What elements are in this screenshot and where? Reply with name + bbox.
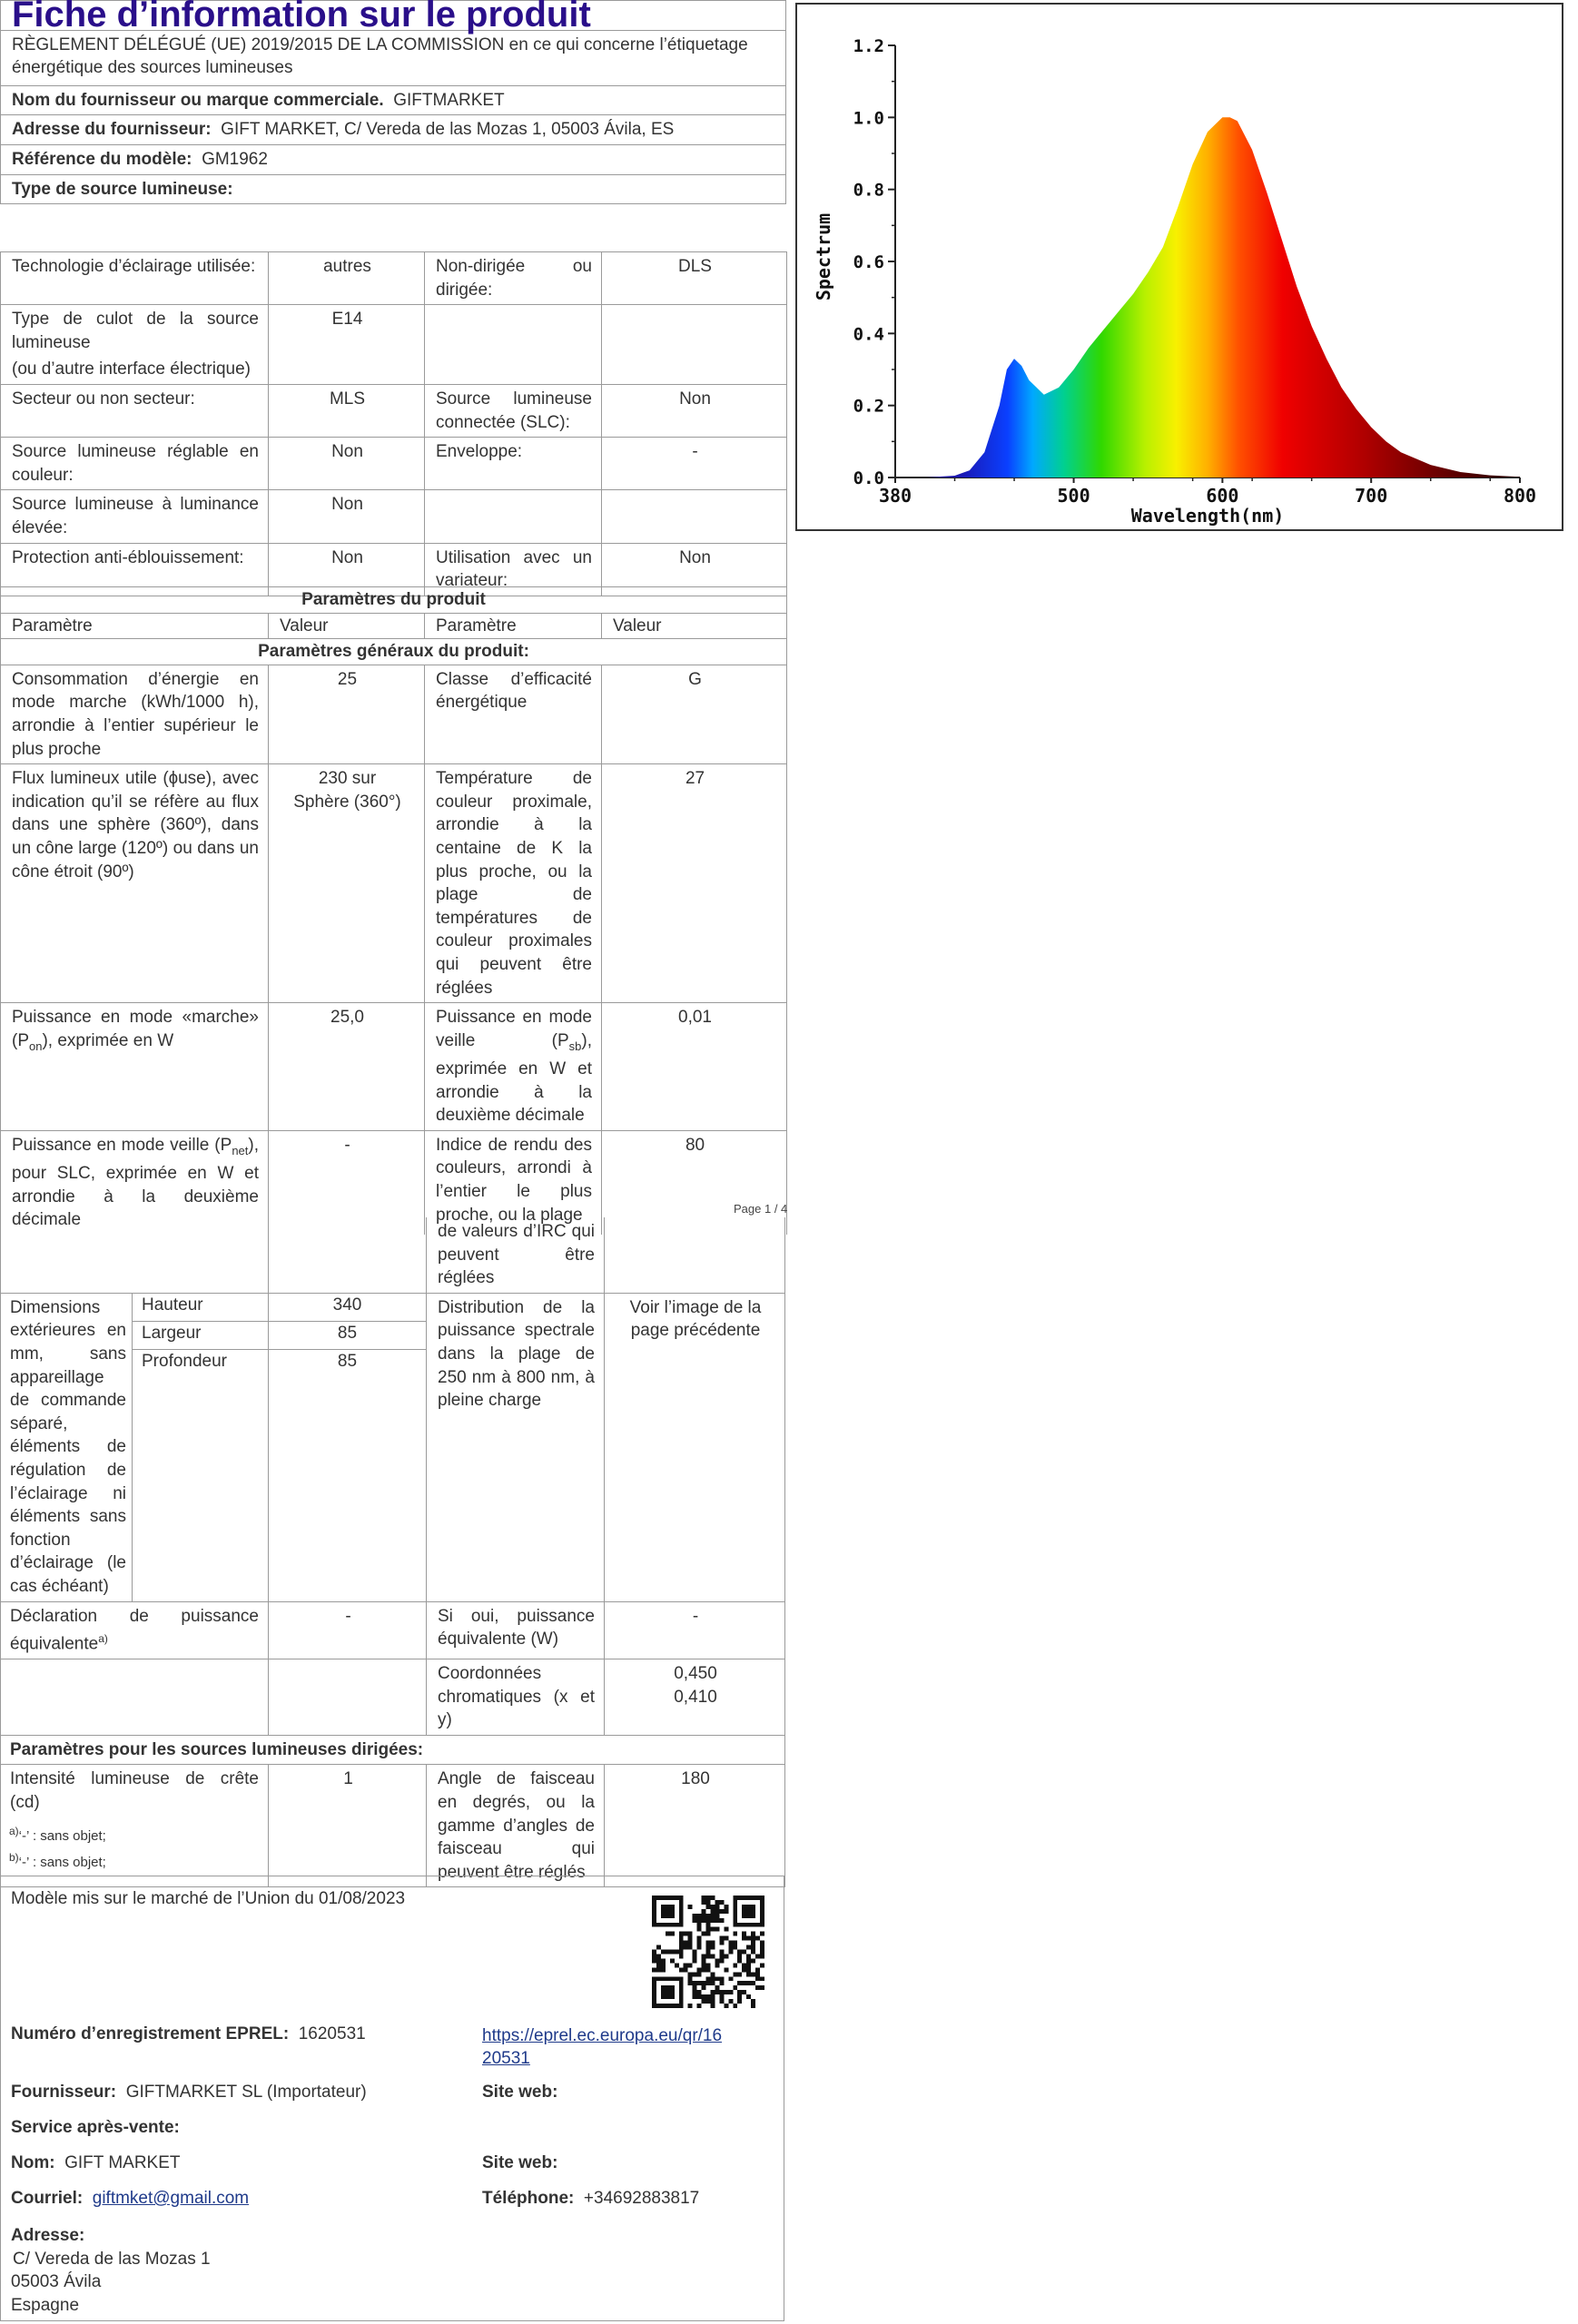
source-type-table [0,251,787,596]
spectrum-chart [795,3,1563,531]
name-row [11,2153,181,2173]
model-row [1,144,786,174]
header-value: Valeur [269,613,425,639]
equiv-power-value: - [269,1601,427,1659]
table-row [1,1003,787,1131]
color-tunable-label: Source lumineuse réglable en couleur: [1,438,269,490]
cri-range-continued: de valeurs d’IRC qui peuvent être réglées [427,1217,605,1293]
chroma-label: Coordonnées chromatiques (x et y) [427,1659,605,1736]
chroma-y: 0,410 [674,1687,717,1707]
cct-value: 27 [602,764,787,1003]
luminous-flux-value-a: 230 sur [318,769,377,789]
x-tick-label: 700 [1355,485,1388,507]
mains-value: MLS [269,384,425,437]
postal-address-line-3: Espagne [11,2295,80,2315]
lighting-tech-label: Technologie d’éclairage utilisée: [1,252,269,305]
equiv-watt-value: - [605,1601,785,1659]
eprel-link[interactable] [482,2024,722,2070]
width-label: Largeur [133,1321,269,1349]
standby-power-label [425,1003,602,1131]
on-power-value: 25,0 [269,1003,425,1131]
empty-cell [602,305,787,385]
chroma-x: 0,450 [674,1664,717,1684]
color-tunable-value: Non [269,438,425,490]
width-value: 85 [269,1321,427,1349]
footnote-a [9,1825,106,1844]
equiv-power-label [1,1601,269,1659]
on-power-label-b: ), exprimée en W [42,1030,174,1050]
chroma-values [605,1659,785,1736]
table-row [1,764,787,1003]
cap-type-label-a: Type de culot de la source lumineuse [12,310,259,352]
page2-table [0,1217,785,1887]
postal-address-label: Adresse: [11,2226,85,2245]
cap-type-label [1,305,269,385]
name-label: Nom: [11,2153,55,2172]
params-section-title: Paramètres du produit [1,587,787,614]
address-row [1,115,786,145]
directed-value: DLS [602,252,787,305]
luminous-flux-label: Flux lumineux utile (ɸuse), avec indication qu’il se réfère au flux dans une sphère (360º), dans un cône large (120º) ou dans un cône étroit (90º) [1,764,269,1003]
on-power-sub: on [29,1039,43,1053]
footnote-a-sup: a) [9,1825,19,1837]
regulation-text: RÈGLEMENT DÉLÉGUÉ (UE) 2019/2015 DE LA COMMISSION en ce qui concerne l’étiquetage énergétique des sources lumineuses [1,30,786,85]
footnote-b-text: ‘-’ : sans objet; [18,1855,106,1870]
network-standby-sub: net [232,1143,249,1157]
supplier-row [1,85,786,115]
y-tick-label: 0.0 [853,468,884,488]
on-power-label [1,1003,269,1131]
model-value: GM1962 [202,149,268,169]
directed-params-title: Paramètres pour les sources lumineuses dirigées: [1,1735,785,1765]
dimmer-value: Non [602,543,787,596]
footer-supplier-label: Fournisseur: [11,2083,117,2102]
high-luminance-value: Non [269,490,425,543]
envelope-label: Enveloppe: [425,438,602,490]
y-axis-label: Spectrum [813,212,834,301]
general-params-title: Paramètres généraux du produit: [1,639,787,665]
cri-value: 80 [602,1130,787,1235]
footnote-a-text: ‘-’ : sans objet; [18,1828,106,1844]
website-label: Site web: [482,2083,558,2102]
dimmer-label: Utilisation avec un variateur: [425,543,602,596]
high-luminance-label: Source lumineuse à luminance élevée: [1,490,269,543]
qr-code-icon [652,1896,764,2008]
height-value: 340 [269,1293,427,1321]
website-label-2: Site web: [482,2153,558,2172]
y-tick-label: 1.0 [853,108,884,129]
network-standby-label-b: ), pour SLC, exprimée en W et arrondie à la deuxième décimale [12,1135,259,1230]
connected-label: Source lumineuse connectée (SLC): [425,384,602,437]
standby-power-label-a: Puissance en mode veille (P [436,1008,592,1050]
table-row [1,384,787,437]
cri-label: Indice de rendu des couleurs, arrondi à l’entier le plus proche, ou la plage [425,1130,602,1235]
address-value: GIFT MARKET, C/ Vereda de las Mozas 1, 05003 Ávila, ES [221,120,675,140]
table-row [1,1765,785,1887]
empty-cell [1,1659,269,1736]
x-axis-label: Wavelength(nm) [1130,505,1285,527]
energy-consumption-value: 25 [269,665,425,763]
empty-cell [602,490,787,543]
name-value: GIFT MARKET [64,2153,181,2172]
footnote-b [9,1851,106,1870]
peak-intensity-value: 1 [269,1765,427,1887]
table-row [1,490,787,543]
spd-value: Voir l’image de la page précédente [605,1293,785,1601]
anti-glare-value: Non [269,543,425,596]
spd-label: Distribution de la puissance spectrale dans la plage de 250 nm à 800 nm, à pleine charge [427,1293,605,1601]
phone-label: Téléphone: [482,2189,575,2208]
empty-cell [269,1217,427,1293]
energy-consumption-label: Consommation d’énergie en mode marche (kWh/1000 h), arrondie à l’entier supérieur le plus proche [1,665,269,763]
equiv-power-sup: a) [98,1632,108,1646]
dimensions-label: Dimensions extérieures en mm, sans appareillage de commande séparé, éléments de régulation de l’éclairage ni éléments sans fonction d’éclairage (le cas échéant) [1,1293,133,1601]
model-label: Référence du modèle: [12,149,192,169]
header-param: Paramètre [1,613,269,639]
table-row [1,305,787,385]
table-row [1,587,787,614]
page-number: Page 1 / 4 [734,1202,788,1216]
supplier-row [11,2083,367,2102]
efficiency-class-label: Classe d’efficacité énergétique [425,665,602,763]
depth-value: 85 [269,1350,427,1601]
eprel-link-b[interactable]: 20531 [482,2049,530,2068]
envelope-value: - [602,438,787,490]
supplier-label: Nom du fournisseur ou marque commerciale. [12,90,384,110]
standby-power-value: 0,01 [602,1003,787,1131]
source-type-label: Type de source lumineuse: [1,174,786,204]
x-tick-label: 380 [878,485,912,507]
efficiency-class-value: G [602,665,787,763]
empty-cell [605,1217,785,1293]
on-power-label-a: Puissance en mode «marche» (P [12,1008,259,1050]
beam-angle-value: 180 [605,1765,785,1887]
header-value: Valeur [602,613,787,639]
table-row [1,665,787,763]
page-title: Fiche d’information sur le produit [1,1,786,31]
luminous-flux-value [269,764,425,1003]
table-row [1,1735,785,1765]
standby-power-label-b: ), exprimée en W et arrondie à la deuxième décimale [436,1030,592,1126]
x-tick-label: 600 [1206,485,1239,507]
network-standby-value: - [269,1130,425,1235]
height-label: Hauteur [133,1293,269,1321]
empty-cell [1,1217,269,1293]
cap-type-value: E14 [269,305,425,385]
eprel-label: Numéro d’enregistrement EPREL: [11,2024,290,2043]
x-tick-label: 800 [1503,485,1537,507]
y-tick-label: 1.2 [853,36,884,56]
eprel-value: 1620531 [298,2024,366,2043]
supplier-value: GIFTMARKET [393,90,505,110]
empty-cell [425,305,602,385]
equiv-watt-label: Si oui, puissance équivalente (W) [427,1601,605,1659]
table-row [1,639,787,665]
table-row [1,1293,785,1321]
table-row [1,1659,785,1736]
spectrum-chart-svg [797,5,1562,529]
spectrum-curve [895,117,1520,478]
network-standby-label-a: Puissance en mode veille (P [12,1135,232,1155]
peak-intensity-label: Intensité lumineuse de crête (cd) [1,1765,269,1887]
standby-power-sub: sb [568,1039,582,1053]
email-row [11,2189,249,2209]
footnote-b-sup: b) [9,1851,19,1864]
anti-glare-label: Protection anti-éblouissement: [1,543,269,596]
y-tick-label: 0.8 [853,180,884,201]
beam-angle-label: Angle de faisceau en degrés, ou la gamme d’angles de faisceau qui peuvent être réglés [427,1765,605,1887]
y-tick-label: 0.2 [853,396,884,417]
eprel-link-a[interactable]: https://eprel.ec.europa.eu/qr/16 [482,2026,723,2045]
lighting-tech-value: autres [269,252,425,305]
empty-cell [425,490,602,543]
equiv-power-label-text: Déclaration de puissance équivalente [10,1606,259,1654]
address-label: Adresse du fournisseur: [12,120,212,140]
postal-address-line-2: 05003 Ávila [11,2272,102,2291]
y-tick-label: 0.4 [853,324,884,345]
eprel-row [11,2024,366,2044]
phone-row [482,2189,699,2209]
product-params-table [0,586,787,1235]
luminous-flux-value-b: Sphère (360°) [293,792,401,812]
directed-label: Non-dirigée ou dirigée: [425,252,602,305]
table-row [1,1217,785,1293]
header-table [0,0,786,204]
footer-supplier-value: GIFTMARKET SL (Importateur) [125,2083,367,2102]
market-date: Modèle mis sur le marché de l’Union du 01/08/2023 [11,1889,406,1908]
cct-label: Température de couleur proximale, arrondie à la centaine de K la plus proche, ou la plage de températures de couleur proximales qui peuvent être réglées [425,764,602,1003]
phone-value: +34692883817 [583,2189,700,2208]
mains-label: Secteur ou non secteur: [1,384,269,437]
postal-address [11,2224,211,2317]
postal-address-line-1: C/ Vereda de las Mozas 1 [13,2249,211,2269]
x-tick-label: 500 [1057,485,1090,507]
y-tick-label: 0.6 [853,252,884,272]
empty-cell [269,1659,427,1736]
table-row [1,252,787,305]
table-row [1,613,787,639]
depth-label: Profondeur [133,1350,269,1601]
table-row [1,438,787,490]
email-link[interactable]: giftmket@gmail.com [92,2189,250,2208]
table-row [1,1601,785,1659]
after-sales-label: Service après-vente: [11,2118,180,2137]
email-label: Courriel: [11,2189,84,2208]
cap-type-label-b: (ou d’autre interface électrique) [12,359,251,379]
header-param: Paramètre [425,613,602,639]
connected-value: Non [602,384,787,437]
